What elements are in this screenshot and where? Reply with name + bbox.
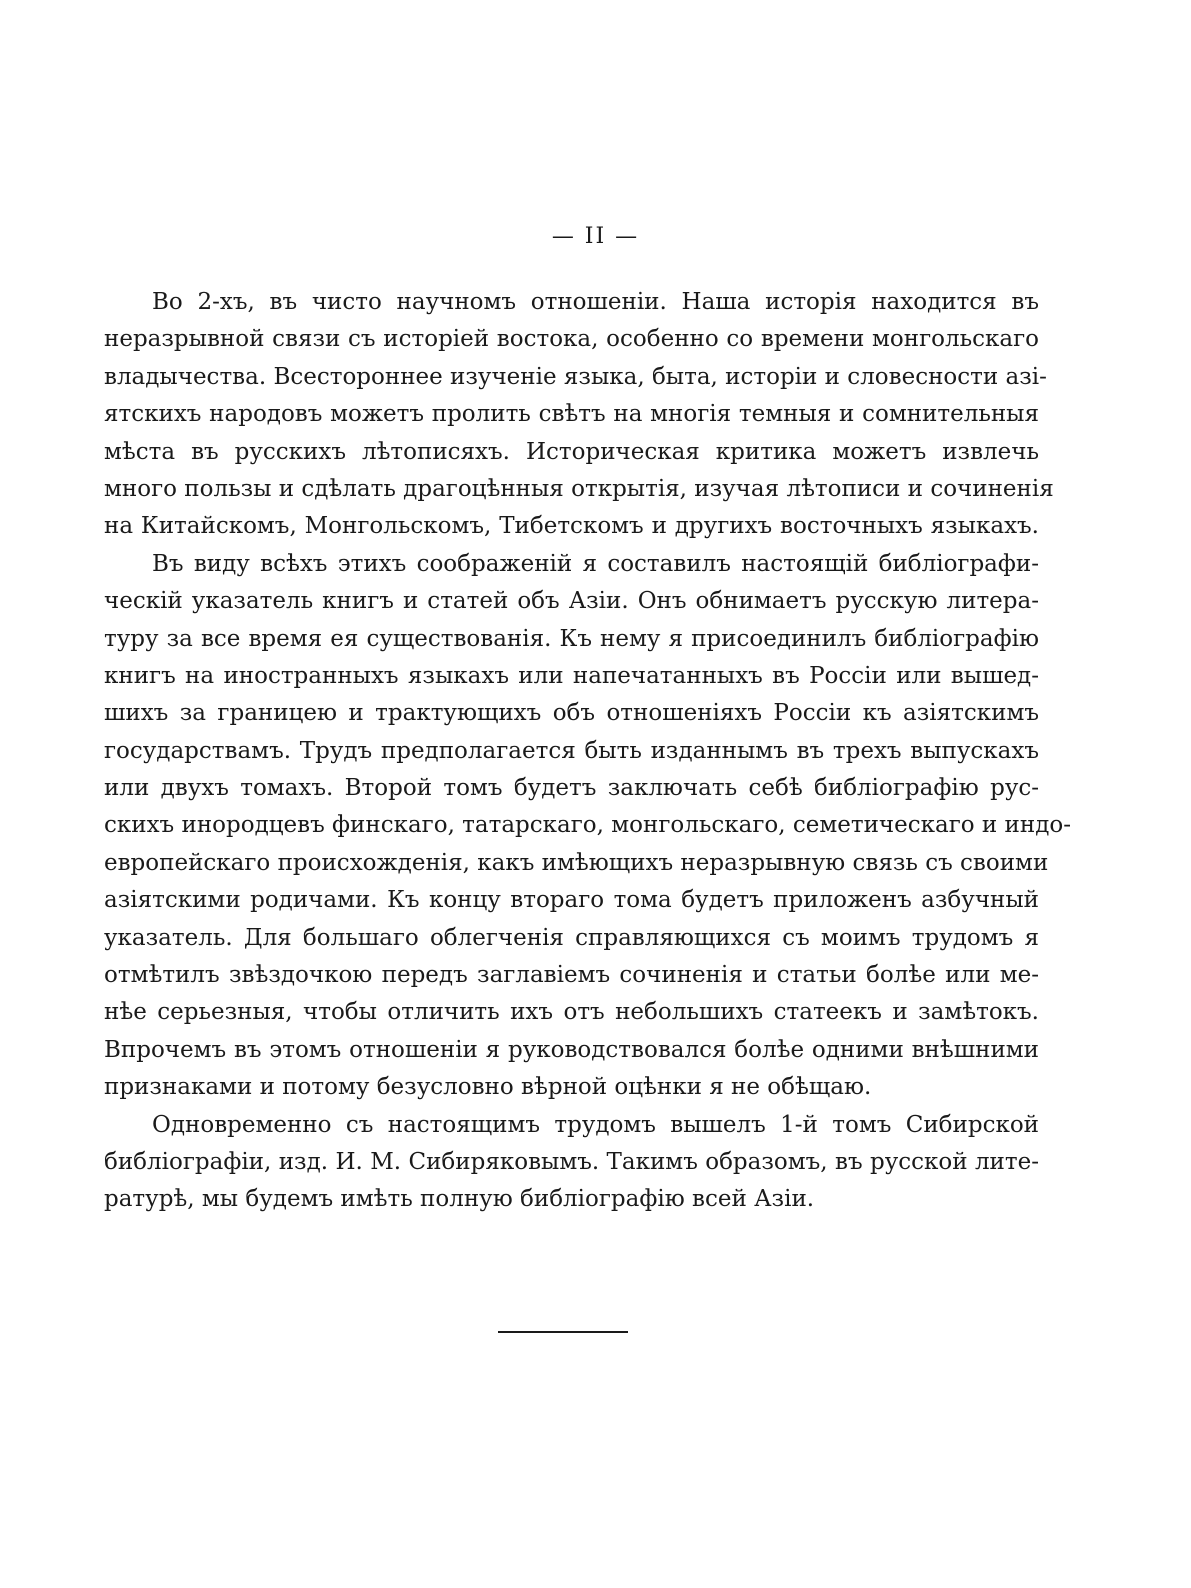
- text-line: указатель. Для большаго облегченія справляющихся съ моимъ трудомъ я: [104, 924, 1039, 951]
- text-line: азіятскими родичами. Къ концу втораго тома будетъ приложенъ азбучный: [104, 887, 1039, 914]
- text-line: Въ виду всѣхъ этихъ соображеній я составилъ настоящій библіографи-: [152, 550, 1039, 577]
- text-line: европейскаго происхожденія, какъ имѣющихъ неразрывную связь съ своими: [104, 849, 1049, 876]
- text-line: скихъ инородцевъ финскаго, татарскаго, монгольскаго, семетическаго и индо-: [104, 812, 1071, 839]
- text-line: много пользы и сдѣлать драгоцѣнныя открытія, изучая лѣтописи и сочиненія: [104, 475, 1054, 502]
- paragraph: [104, 284, 1054, 546]
- text-line: ратурѣ, мы будемъ имѣть полную библіографію всей Азіи.: [104, 1186, 815, 1213]
- paragraph: [104, 546, 1071, 1107]
- text-line: Во 2-хъ, въ чисто научномъ отношеніи. Наша исторія находится въ: [152, 289, 1039, 315]
- text-line: мѣста въ русскихъ лѣтописяхъ. Историческая критика можетъ извлечь: [104, 438, 1039, 465]
- closing-rule: [498, 1331, 628, 1333]
- text-line: библіографіи, изд. И. М. Сибиряковымъ. Такимъ образомъ, въ русской лите-: [104, 1148, 1039, 1175]
- text-line: ческій указатель книгъ и статей объ Азіи. Онъ обнимаетъ русскую литера-: [104, 588, 1039, 615]
- paragraph: [104, 1107, 1039, 1219]
- text-line: книгъ на иностранныхъ языкахъ или напечатанныхъ въ Россіи или вышед-: [104, 662, 1039, 689]
- text-line: неразрывной связи съ исторіей востока, особенно со времени монгольскаго: [104, 326, 1039, 353]
- text-line: или двухъ томахъ. Второй томъ будетъ заключать себѣ библіографію рус-: [104, 775, 1039, 802]
- text-line: нѣе серьезныя, чтобы отличить ихъ отъ небольшихъ статеекъ и замѣтокъ.: [104, 999, 1039, 1026]
- text-line: туру за все время ея существованія. Къ нему я присоединилъ библіографію: [104, 625, 1039, 652]
- text-line: на Китайскомъ, Монгольскомъ, Тибетскомъ и другихъ восточныхъ языкахъ.: [104, 513, 1039, 540]
- body-text: [104, 284, 1071, 1219]
- text-line: Одновременно съ настоящимъ трудомъ вышелъ 1-й томъ Сибирской: [152, 1111, 1039, 1138]
- text-line: признаками и потому безусловно вѣрной оцѣнки я не обѣщаю.: [104, 1074, 872, 1101]
- text-line: владычества. Всестороннее изученіе языка, быта, исторіи и словесности азі-: [104, 363, 1047, 390]
- page-number: — II —: [551, 224, 640, 249]
- text-line: ятскихъ народовъ можетъ пролить свѣтъ на многія темныя и сомнительныя: [104, 401, 1039, 428]
- text-line: отмѣтилъ звѣздочкою передъ заглавіемъ сочиненія и статьи болѣе или ме-: [104, 962, 1039, 989]
- text-line: шихъ за границею и трактующихъ объ отношеніяхъ Россіи къ азіятскимъ: [104, 700, 1039, 727]
- text-line: Впрочемъ въ этомъ отношеніи я руководствовался болѣе одними внѣшними: [104, 1036, 1039, 1063]
- text-line: государствамъ. Трудъ предполагается быть изданнымъ въ трехъ выпускахъ: [104, 737, 1039, 764]
